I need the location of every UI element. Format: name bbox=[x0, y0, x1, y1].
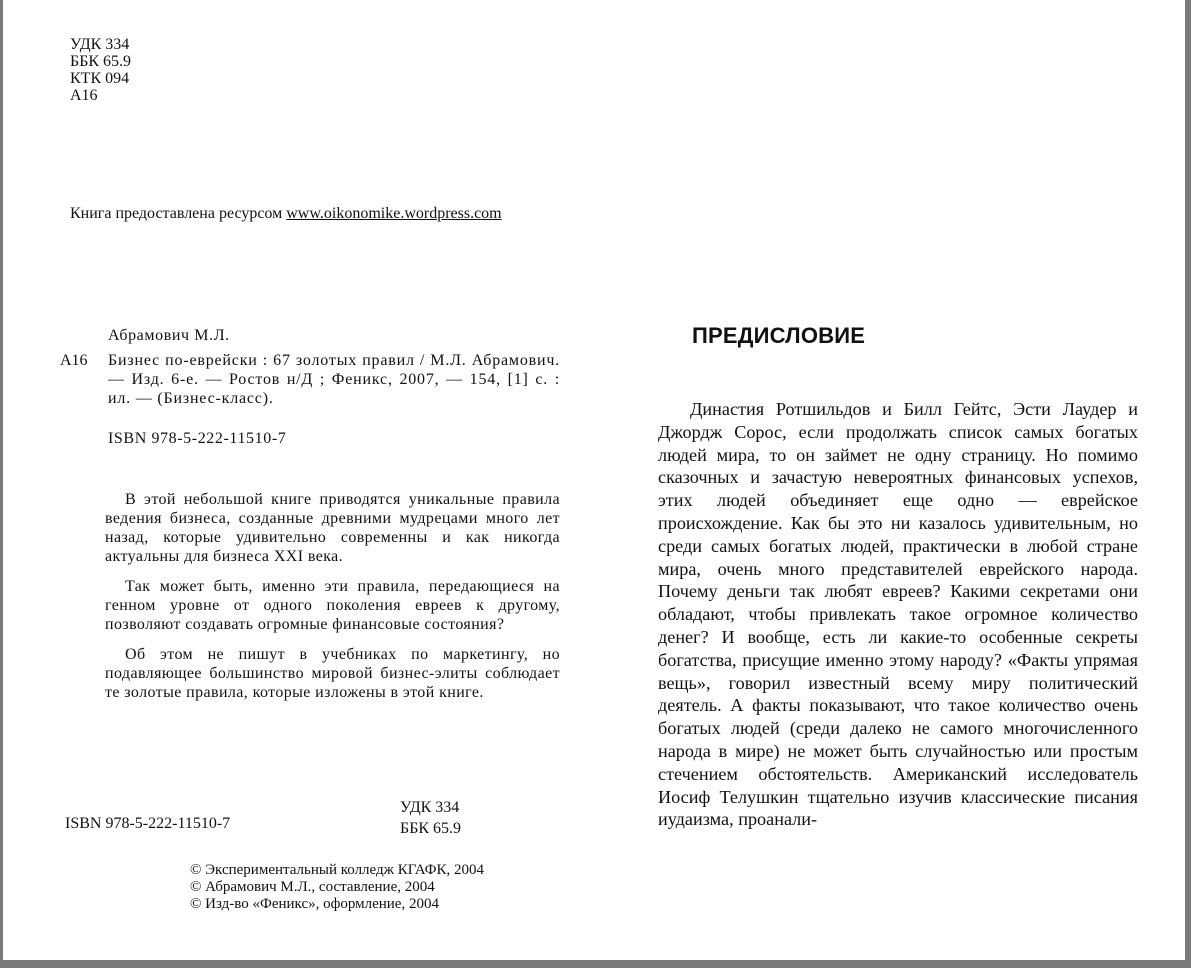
preface-paragraph: Династия Ротшильдов и Билл Гейтс, Эсти Лаудер и Джордж Сорос, если продолжать список самых богатых людей мира, то он займет не одну страницу. Но помимо сказочных и зачастую невероятных финансовых успехов, этих людей объединяет еще одно — еврейское происхождение. Как бы это ни казалось удивительным, но среди самых богатых людей, практически в любой стране мира, очень много представителей еврейского народа. Почему деньги так любят евреев? Какими секретами они обладают, чтобы привлекать такое огромное количество денег? И вообще, есть ли какие-то особенные секреты богатства, присущие именно этому народу? «Факты упрямая вещь», говорил известный всему миру политический деятель. А факты показывают, что такое количество очень богатых людей (среди далеко не самого многочисленного народа в мире) не может быть случайностью или простым стечением обстоятельств. Американский исследователь Иосиф Телушкин тщательно изучив классические писания иудаизма, проанали- bbox=[658, 399, 1138, 830]
abstract bbox=[105, 490, 560, 713]
preface-text bbox=[658, 398, 1138, 831]
bib-author: Абрамович М.Л. bbox=[108, 327, 230, 344]
footer-bbk: ББК 65.9 bbox=[400, 820, 462, 837]
classification-codes bbox=[70, 36, 131, 104]
copyright-line: © Абрамович М.Л., составление, 2004 bbox=[190, 879, 435, 895]
resource-link[interactable]: www.oikonomike.wordpress.com bbox=[286, 205, 502, 222]
resource-prefix: Книга предоставлена ресурсом bbox=[70, 205, 287, 222]
ktk-code: КТК 094 bbox=[70, 70, 130, 87]
author-mark: А16 bbox=[70, 87, 98, 104]
abstract-paragraph: Так может быть, именно эти правила, передающиеся на генном уровне от одного поколения евреев к другому, позволяют создавать огромные финансовые состояния? bbox=[105, 578, 560, 633]
abstract-paragraph: В этой небольшой книге приводятся уникальные правила ведения бизнеса, созданные древними мудрецами много лет назад, которые удивительно современны и как никогда актуальны для бизнеса XXI века. bbox=[105, 491, 560, 565]
footer-udk: УДК 334 bbox=[400, 799, 460, 816]
abstract-paragraph: Об этом не пишут в учебниках по маркетингу, но подавляющее большинство мировой бизнес-элиты соблюдает те золотые правила, которые изложены в этой книге. bbox=[105, 646, 560, 701]
copyright-block bbox=[190, 862, 484, 913]
footer-isbn: ISBN 978-5-222-11510-7 bbox=[65, 815, 231, 832]
copyright-line: © Экспериментальный колледж КГАФК, 2004 bbox=[190, 862, 485, 878]
bib-entry bbox=[60, 351, 560, 408]
udk-code: УДК 334 bbox=[70, 36, 130, 53]
footer-codes bbox=[400, 797, 461, 839]
preface-title: ПРЕДИСЛОВИЕ bbox=[692, 323, 866, 348]
bbk-code: ББК 65.9 bbox=[70, 53, 132, 70]
resource-note bbox=[70, 205, 502, 223]
copyright-line: © Изд-во «Феникс», оформление, 2004 bbox=[190, 896, 439, 912]
bib-isbn: ISBN 978-5-222-11510-7 bbox=[108, 430, 287, 447]
bib-code: А16 bbox=[60, 352, 88, 369]
bib-entry-text: Бизнес по-еврейски : 67 золотых правил / М.Л. Абрамович. — Изд. 6-е. — Ростов н/Д ; Феникс, 2007, — 154, [1] с. : ил. — (Бизнес-класс). bbox=[108, 352, 560, 407]
